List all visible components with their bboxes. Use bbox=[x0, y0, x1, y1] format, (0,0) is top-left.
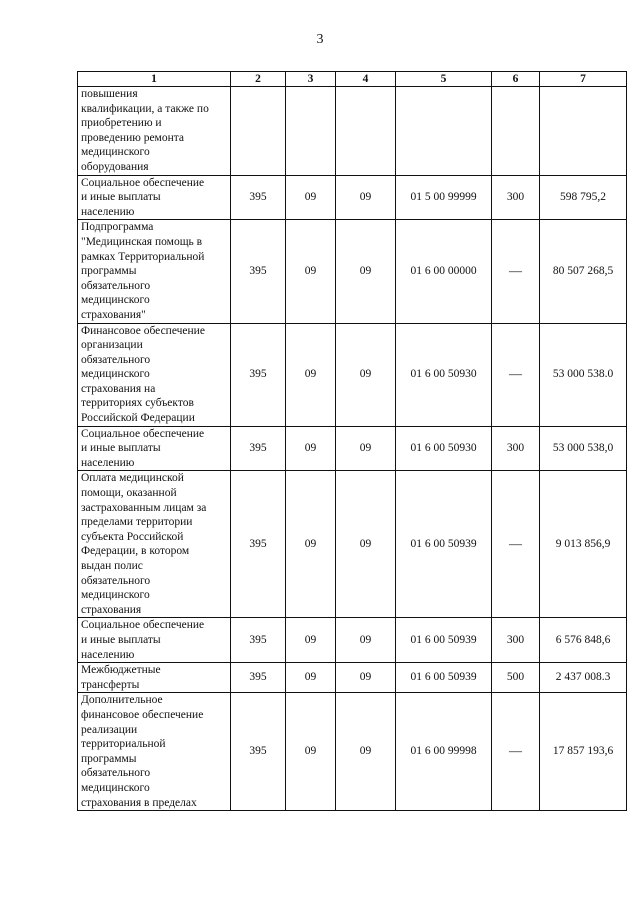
budget-table bbox=[77, 71, 627, 811]
cell-amount: 9 013 856,9 bbox=[540, 471, 627, 618]
cell-amount: 53 000 538.0 bbox=[540, 323, 627, 426]
cell-admin-code: 395 bbox=[231, 175, 286, 220]
cell-target-article: 01 6 00 00000 bbox=[396, 220, 492, 323]
column-header-3: 3 bbox=[286, 72, 336, 87]
table-row bbox=[78, 618, 627, 663]
cell-amount: 53 000 538,0 bbox=[540, 426, 627, 471]
cell-admin-code: 395 bbox=[231, 663, 286, 693]
table-row bbox=[78, 693, 627, 811]
table-row bbox=[78, 426, 627, 471]
cell-subsection: 09 bbox=[336, 220, 396, 323]
row-name: повышения квалификации, а также по приобретению и проведению ремонта медицинского оборудования bbox=[78, 87, 231, 176]
cell-expense-type: 300 bbox=[492, 175, 540, 220]
table-header-row bbox=[78, 72, 627, 87]
cell-admin-code: 395 bbox=[231, 323, 286, 426]
cell-target-article: 01 6 00 50939 bbox=[396, 471, 492, 618]
cell-target-article: 01 6 00 50939 bbox=[396, 663, 492, 693]
cell-amount: 2 437 008.3 bbox=[540, 663, 627, 693]
cell-subsection: 09 bbox=[336, 323, 396, 426]
cell-subsection: 09 bbox=[336, 693, 396, 811]
column-header-2: 2 bbox=[231, 72, 286, 87]
row-name: Социальное обеспечение и иные выплаты населению bbox=[78, 618, 231, 663]
cell-subsection: 09 bbox=[336, 175, 396, 220]
column-header-4: 4 bbox=[336, 72, 396, 87]
cell-expense-type: 300 bbox=[492, 618, 540, 663]
cell-subsection: 09 bbox=[336, 663, 396, 693]
cell-expense-type: — bbox=[492, 471, 540, 618]
cell-target-article: 01 6 00 99998 bbox=[396, 693, 492, 811]
cell-section: 09 bbox=[286, 426, 336, 471]
row-name: Подпрограмма "Медицинская помощь в рамках Территориальной программы обязательного медицинского страхования" bbox=[78, 220, 231, 323]
cell-expense-type: 500 bbox=[492, 663, 540, 693]
table-row bbox=[78, 220, 627, 323]
cell-target-article: 01 6 00 50939 bbox=[396, 618, 492, 663]
cell-target-article: 01 6 00 50930 bbox=[396, 426, 492, 471]
column-header-7: 7 bbox=[540, 72, 627, 87]
cell-amount: 80 507 268,5 bbox=[540, 220, 627, 323]
column-header-1: 1 bbox=[78, 72, 231, 87]
cell-target-article: 01 6 00 50930 bbox=[396, 323, 492, 426]
cell-subsection: 09 bbox=[336, 426, 396, 471]
cell-section: 09 bbox=[286, 220, 336, 323]
cell-section bbox=[286, 87, 336, 176]
row-name: Финансовое обеспечение организации обязательного медицинского страхования на территориях субъектов Российской Федерации bbox=[78, 323, 231, 426]
cell-admin-code: 395 bbox=[231, 693, 286, 811]
cell-admin-code: 395 bbox=[231, 471, 286, 618]
table-row bbox=[78, 87, 627, 176]
table-row bbox=[78, 471, 627, 618]
page-number: 3 bbox=[316, 32, 324, 47]
cell-amount bbox=[540, 87, 627, 176]
column-header-6: 6 bbox=[492, 72, 540, 87]
cell-expense-type: 300 bbox=[492, 426, 540, 471]
cell-admin-code bbox=[231, 87, 286, 176]
cell-section: 09 bbox=[286, 693, 336, 811]
cell-expense-type: — bbox=[492, 693, 540, 811]
table-row bbox=[78, 663, 627, 693]
cell-section: 09 bbox=[286, 323, 336, 426]
cell-admin-code: 395 bbox=[231, 618, 286, 663]
row-name: Социальное обеспечение и иные выплаты населению bbox=[78, 175, 231, 220]
column-header-5: 5 bbox=[396, 72, 492, 87]
cell-subsection: 09 bbox=[336, 618, 396, 663]
row-name: Дополнительное финансовое обеспечение реализации территориальной программы обязательного медицинского страхования в пределах bbox=[78, 693, 231, 811]
cell-target-article: 01 5 00 99999 bbox=[396, 175, 492, 220]
cell-section: 09 bbox=[286, 175, 336, 220]
cell-section: 09 bbox=[286, 618, 336, 663]
table-row bbox=[78, 175, 627, 220]
cell-target-article bbox=[396, 87, 492, 176]
cell-amount: 17 857 193,6 bbox=[540, 693, 627, 811]
cell-admin-code: 395 bbox=[231, 426, 286, 471]
cell-expense-type: — bbox=[492, 220, 540, 323]
cell-subsection bbox=[336, 87, 396, 176]
cell-amount: 6 576 848,6 bbox=[540, 618, 627, 663]
row-name: Оплата медицинской помощи, оказанной застрахованным лицам за пределами территории субъекта Российской Федерации, в котором выдан полис обязательного медицинского страхования bbox=[78, 471, 231, 618]
row-name: Межбюджетные трансферты bbox=[78, 663, 231, 693]
cell-section: 09 bbox=[286, 471, 336, 618]
table-row bbox=[78, 323, 627, 426]
cell-section: 09 bbox=[286, 663, 336, 693]
cell-subsection: 09 bbox=[336, 471, 396, 618]
cell-expense-type: — bbox=[492, 323, 540, 426]
row-name: Социальное обеспечение и иные выплаты населению bbox=[78, 426, 231, 471]
cell-expense-type bbox=[492, 87, 540, 176]
cell-amount: 598 795,2 bbox=[540, 175, 627, 220]
cell-admin-code: 395 bbox=[231, 220, 286, 323]
